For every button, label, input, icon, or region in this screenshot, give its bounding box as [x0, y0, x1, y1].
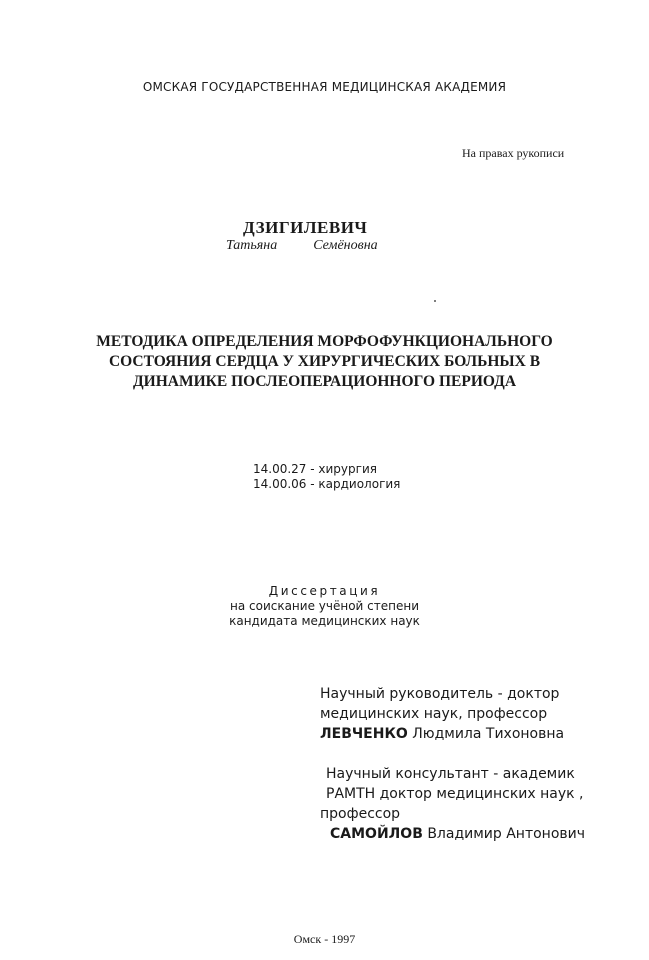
scan-speck — [434, 300, 436, 302]
author-patronymic: Семёновна — [313, 238, 378, 253]
supervisor-block — [320, 684, 564, 744]
consultant-name: Владимир Антонович — [427, 826, 586, 842]
specialty-line: 14.00.06 - кардиология — [253, 477, 401, 491]
degree-line: кандидата медицинских наук — [229, 614, 420, 628]
title-line: ДИНАМИКЕ ПОСЛЕОПЕРАЦИОННОГО ПЕРИОДА — [132, 373, 517, 390]
dissertation-purpose — [0, 584, 649, 629]
consultant-block — [320, 764, 585, 844]
title-line: МЕТОДИКА ОПРЕДЕЛЕНИЯ МОРФОФУНКЦИОНАЛЬНОГО — [96, 333, 553, 350]
supervisor-role: Научный руководитель - доктор — [320, 686, 560, 702]
consultant-role: Научный консультант - академик — [326, 766, 575, 782]
supervisor-name-row — [320, 724, 564, 744]
consultant-title: профессор — [320, 806, 401, 822]
supervisor-surname: ЛЕВЧЕНКО — [320, 726, 408, 742]
degree-line: на соискание учёной степени — [229, 599, 419, 613]
dissertation-title — [0, 332, 649, 392]
city-year: Омск - 1997 — [293, 932, 356, 946]
dissertation-label: Диссертация — [268, 584, 381, 598]
consultant-surname: САМОЙЛОВ — [330, 826, 423, 842]
supervisor-degree: медицинских наук, профессор — [320, 706, 548, 722]
author-name-row — [226, 238, 378, 254]
title-line: СОСТОЯНИЯ СЕРДЦА У ХИРУРГИЧЕСКИХ БОЛЬНЫХ В — [108, 353, 541, 370]
specialty-codes — [253, 462, 400, 492]
manuscript-rights-note: На правах рукописи — [462, 146, 565, 160]
institution-name: ОМСКАЯ ГОСУДАРСТВЕННАЯ МЕДИЦИНСКАЯ АКАДЕМИЯ — [142, 80, 507, 94]
consultant-degree: РАМТН доктор медицинских наук , — [326, 786, 584, 802]
consultant-name-row — [320, 824, 585, 844]
specialty-line: 14.00.27 - хирургия — [253, 462, 377, 476]
author-surname: ДЗИГИЛЕВИЧ — [243, 218, 368, 237]
supervisor-name: Людмила Тихоновна — [412, 726, 565, 742]
author-first-name: Татьяна — [226, 238, 278, 253]
